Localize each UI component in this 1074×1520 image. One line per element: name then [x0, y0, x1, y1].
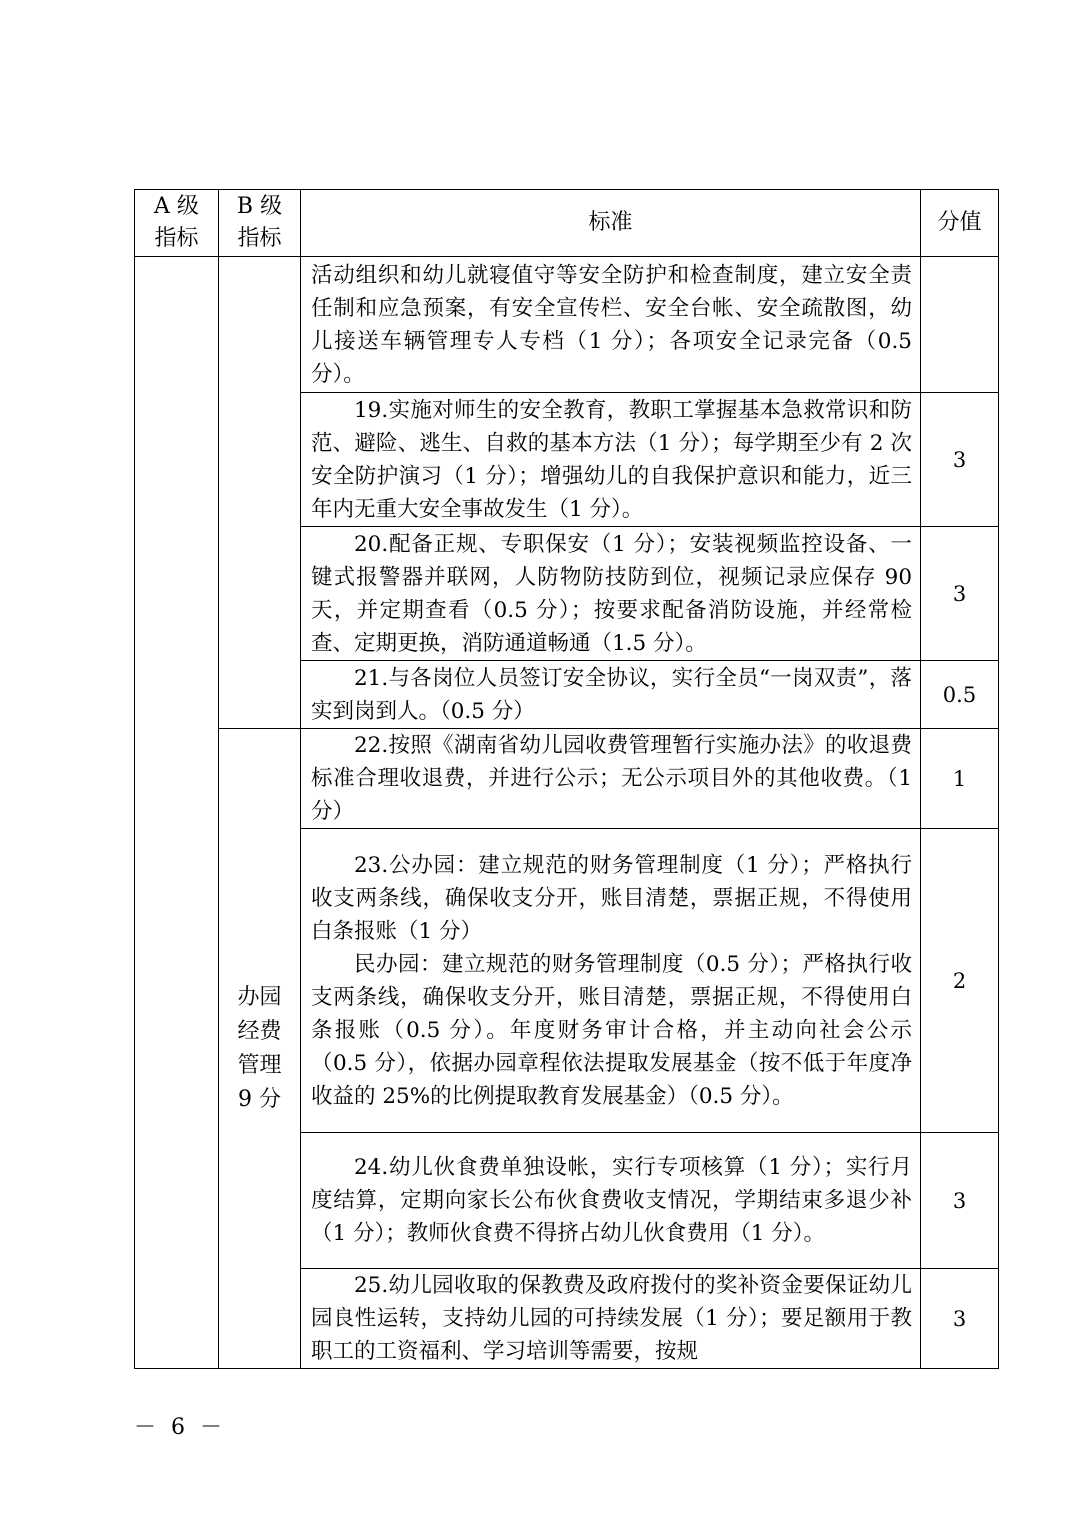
- b-level-label-line: 经费: [237, 1018, 282, 1044]
- score-cell: 3: [921, 393, 999, 527]
- criterion-text: 25.幼儿园收取的保教费及政府拨付的奖补资金要保证幼儿园良性运转，支持幼儿园的可持续发展（1 分）；要足额用于教职工的工资福利、学习培训等需要，按规: [311, 1273, 912, 1364]
- score-cell: 2: [921, 829, 999, 1133]
- criterion-text: 19.实施对师生的安全教育，教职工掌握基本急救常识和防范、避险、逃生、自救的基本方法（1 分）；每学期至少有 2 次安全防护演习（1 分）；增强幼儿的自我保护意识和能力，近三年内无重大安全事故发生（1 分）。: [311, 397, 912, 522]
- criterion-text: 22.按照《湖南省幼儿园收费管理暂行实施办法》的收退费标准合理收退费，并进行公示；无公示项目外的其他收费。（1 分）: [311, 733, 912, 824]
- b-level-label-line: 9 分: [238, 1086, 281, 1112]
- criterion-text: 21.与各岗位人员签订安全协议，实行全员“一岗双责”，落实到岗到人。（0.5 分）: [311, 665, 912, 724]
- b-level-cell-safety: [219, 257, 301, 729]
- criteria-table: [134, 189, 999, 1369]
- criterion-cell: [301, 257, 921, 393]
- table-row: [135, 729, 999, 829]
- score-cell: [921, 257, 999, 393]
- table-row: [135, 257, 999, 393]
- header-b-level-line2: 指标: [237, 226, 282, 251]
- score-cell: 1: [921, 729, 999, 829]
- criterion-cell: [301, 527, 921, 661]
- score-cell: 3: [921, 1269, 999, 1369]
- criterion-text: 24.幼儿伙食费单独设帐，实行专项核算（1 分）；实行月度结算，定期向家长公布伙食费收支情况，学期结束多退少补（1 分）；教师伙食费不得挤占幼儿伙食费用（1 分）。: [311, 1155, 912, 1246]
- score-cell: 3: [921, 527, 999, 661]
- criterion-text: 23.公办园：建立规范的财务管理制度（1 分）；严格执行收支两条线，确保收支分开，账目清楚，票据正规，不得使用白条报账（1 分）: [311, 852, 912, 944]
- header-standard: 标准: [301, 190, 921, 257]
- header-b-level: [219, 190, 301, 257]
- criterion-cell: [301, 829, 921, 1133]
- criterion-cell: [301, 729, 921, 829]
- header-a-level-line1: A 级: [154, 194, 199, 219]
- b-level-cell-finance: [219, 729, 301, 1369]
- criterion-text: 活动组织和幼儿就寝值守等安全防护和检查制度，建立安全责任制和应急预案，有安全宣传栏、安全台帐、安全疏散图，幼儿接送车辆管理专人专档（1 分）；各项安全记录完备（0.5 分）。: [311, 262, 912, 387]
- header-b-level-line1: B 级: [236, 194, 283, 219]
- criterion-cell: [301, 661, 921, 729]
- b-level-label-line: 办园: [237, 984, 282, 1010]
- a-level-cell: [135, 257, 219, 1369]
- header-row: [135, 190, 999, 257]
- b-level-label-line: 管理: [237, 1052, 282, 1078]
- page-number: － 6 －: [134, 1415, 226, 1440]
- header-a-level-line2: 指标: [154, 226, 199, 251]
- header-a-level: [135, 190, 219, 257]
- score-cell: 3: [921, 1133, 999, 1269]
- criterion-cell: [301, 393, 921, 527]
- criterion-text: 民办园：建立规范的财务管理制度（0.5 分）；严格执行收支两条线，确保收支分开，账目清楚，票据正规，不得使用白条报账（0.5 分）。年度财务审计合格，并主动向社会公示（0.5 分），依据办园章程依法提取发展基金（按不低于年度净收益的 25%的比例提取教育发展基金）（0.5 分）。: [311, 951, 912, 1109]
- criterion-text: 20.配备正规、专职保安（1 分）；安装视频监控设备、一键式报警器并联网，人防物防技防到位，视频记录应保存 90 天，并定期查看（0.5 分）；按要求配备消防设施，并经常检查、定期更换，消防通道畅通（1.5 分）。: [311, 531, 912, 656]
- header-score: 分值: [921, 190, 999, 257]
- criterion-cell: [301, 1133, 921, 1269]
- score-cell: 0.5: [921, 661, 999, 729]
- criterion-cell: [301, 1269, 921, 1369]
